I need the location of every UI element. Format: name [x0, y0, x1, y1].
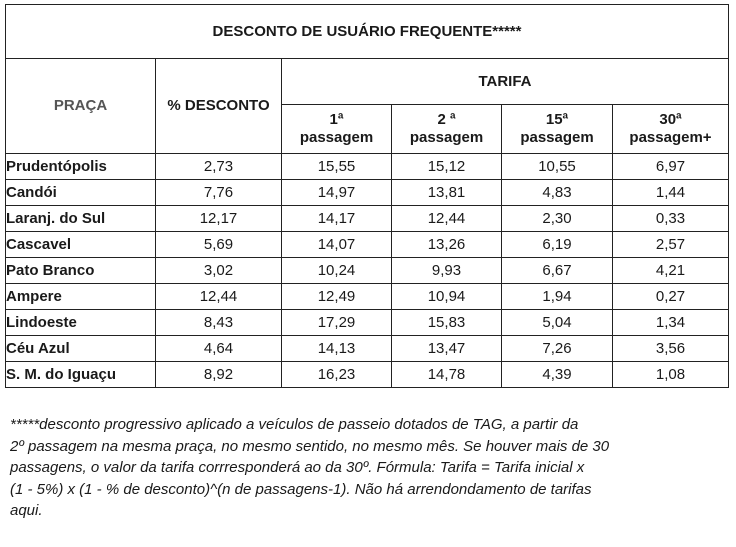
- cell-praca: S. M. do Iguaçu: [6, 362, 156, 388]
- cell-tarifa-1: 12,49: [282, 284, 392, 310]
- cell-tarifa-30: 1,34: [613, 310, 729, 336]
- table-row: [6, 310, 729, 336]
- footnote-line: passagens, o valor da tarifa corrresponderá ao da 30º. Fórmula: Tarifa = Tarifa inicial x: [10, 459, 585, 476]
- footnote-line: *****desconto progressivo aplicado a veículos de passeio dotados de TAG, a partir da: [10, 416, 579, 433]
- cell-tarifa-2: 12,44: [392, 206, 502, 232]
- cell-tarifa-30: 1,08: [613, 362, 729, 388]
- cell-praca: Laranj. do Sul: [6, 206, 156, 232]
- cell-tarifa-2: 13,81: [392, 180, 502, 206]
- cell-tarifa-1: 16,23: [282, 362, 392, 388]
- cell-tarifa-15: 6,67: [502, 258, 613, 284]
- cell-tarifa-2: 9,93: [392, 258, 502, 284]
- table-row: [6, 258, 729, 284]
- cell-tarifa-15: 1,94: [502, 284, 613, 310]
- cell-tarifa-30: 0,33: [613, 206, 729, 232]
- footnote: [10, 414, 728, 522]
- header-passagem-30-label: passagem+: [629, 129, 712, 146]
- cell-tarifa-15: 4,39: [502, 362, 613, 388]
- table-row: [6, 154, 729, 180]
- table-row: [6, 206, 729, 232]
- cell-desconto: 8,43: [156, 310, 282, 336]
- cell-tarifa-2: 13,26: [392, 232, 502, 258]
- cell-tarifa-2: 10,94: [392, 284, 502, 310]
- header-passagem-15-label: passagem: [520, 129, 594, 146]
- header-passagem-15-number: 15ª: [545, 111, 569, 128]
- header-tarifa: TARIFA: [282, 59, 729, 105]
- table-row: [6, 180, 729, 206]
- header-passagem-1: [282, 105, 392, 154]
- cell-tarifa-1: 10,24: [282, 258, 392, 284]
- header-passagem-1-label: passagem: [299, 129, 374, 146]
- cell-desconto: 2,73: [156, 154, 282, 180]
- cell-desconto: 3,02: [156, 258, 282, 284]
- header-passagem-2: [392, 105, 502, 154]
- footnote-line: (1 - 5%) x (1 - % de desconto)^(n de passagens-1). Não há arrendondamento de tarifas: [10, 480, 592, 498]
- cell-praca: Ampere: [6, 284, 156, 310]
- cell-desconto: 4,64: [156, 336, 282, 362]
- cell-praca: Candói: [6, 180, 156, 206]
- cell-tarifa-30: 1,44: [613, 180, 729, 206]
- frequent-user-discount-table: [5, 4, 729, 388]
- cell-desconto: 8,92: [156, 362, 282, 388]
- footnote-line: aqui.: [10, 502, 43, 519]
- table-row: [6, 232, 729, 258]
- cell-praca: Cascavel: [6, 232, 156, 258]
- cell-desconto: 12,17: [156, 206, 282, 232]
- cell-tarifa-1: 14,17: [282, 206, 392, 232]
- table-row: [6, 362, 729, 388]
- cell-tarifa-15: 4,83: [502, 180, 613, 206]
- header-passagem-2-number: 2 ª: [437, 111, 456, 128]
- cell-praca: Pato Branco: [6, 258, 156, 284]
- cell-tarifa-30: 6,97: [613, 154, 729, 180]
- cell-tarifa-1: 14,13: [282, 336, 392, 362]
- cell-praca: Prudentópolis: [6, 154, 156, 180]
- cell-tarifa-15: 7,26: [502, 336, 613, 362]
- header-desconto: % DESCONTO: [156, 59, 282, 154]
- cell-tarifa-2: 14,78: [392, 362, 502, 388]
- table-title: DESCONTO DE USUÁRIO FREQUENTE*****: [6, 5, 729, 59]
- table-row: [6, 284, 729, 310]
- cell-tarifa-2: 15,83: [392, 310, 502, 336]
- cell-tarifa-30: 0,27: [613, 284, 729, 310]
- header-row-top: [6, 59, 729, 105]
- header-passagem-15: [502, 105, 613, 154]
- table-title-row: [6, 5, 729, 59]
- cell-tarifa-30: 2,57: [613, 232, 729, 258]
- cell-tarifa-2: 13,47: [392, 336, 502, 362]
- cell-tarifa-2: 15,12: [392, 154, 502, 180]
- header-passagem-1-number: 1ª: [329, 111, 344, 128]
- header-praca: PRAÇA: [6, 59, 156, 154]
- cell-tarifa-1: 17,29: [282, 310, 392, 336]
- cell-praca: Céu Azul: [6, 336, 156, 362]
- cell-tarifa-1: 14,07: [282, 232, 392, 258]
- header-passagem-30: [613, 105, 729, 154]
- cell-tarifa-15: 2,30: [502, 206, 613, 232]
- cell-tarifa-1: 15,55: [282, 154, 392, 180]
- cell-desconto: 12,44: [156, 284, 282, 310]
- cell-tarifa-30: 3,56: [613, 336, 729, 362]
- cell-desconto: 5,69: [156, 232, 282, 258]
- footnote-line: 2º passagem na mesma praça, no mesmo sentido, no mesmo mês. Se houver mais de 30: [10, 437, 610, 455]
- table-row: [6, 336, 729, 362]
- cell-desconto: 7,76: [156, 180, 282, 206]
- cell-tarifa-15: 5,04: [502, 310, 613, 336]
- cell-tarifa-30: 4,21: [613, 258, 729, 284]
- cell-tarifa-15: 10,55: [502, 154, 613, 180]
- header-passagem-30-number: 30ª: [659, 111, 682, 128]
- header-passagem-2-label: passagem: [409, 129, 484, 146]
- cell-praca: Lindoeste: [6, 310, 156, 336]
- cell-tarifa-1: 14,97: [282, 180, 392, 206]
- cell-tarifa-15: 6,19: [502, 232, 613, 258]
